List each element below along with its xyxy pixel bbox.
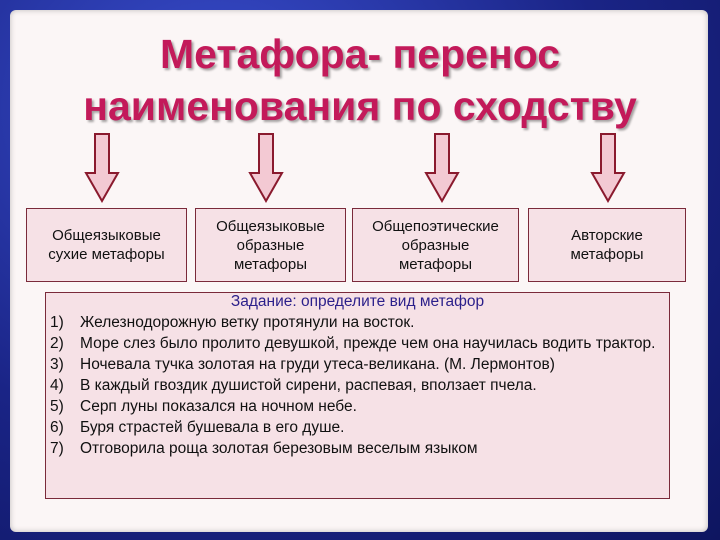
box-poetic-figurative-metaphors bbox=[352, 208, 519, 282]
title-line-2: наименования по сходству bbox=[83, 83, 637, 129]
box-2-line-3: метафоры bbox=[233, 255, 307, 273]
down-arrow-4 bbox=[590, 133, 626, 203]
box-4-line-1: Авторские bbox=[571, 227, 643, 244]
task-item bbox=[50, 396, 659, 417]
task-item bbox=[50, 333, 659, 354]
box-3-line-3: метафоры bbox=[398, 255, 472, 273]
down-arrow-2 bbox=[248, 133, 284, 203]
down-arrow-3 bbox=[424, 133, 460, 203]
task-item-number: 7) bbox=[50, 440, 64, 457]
box-general-figurative-metaphors bbox=[195, 208, 346, 282]
box-2-line-1: Общеязыковые bbox=[216, 217, 325, 235]
box-2-line-2: образные bbox=[236, 236, 305, 254]
task-panel bbox=[45, 292, 670, 499]
task-item-number: 1) bbox=[50, 314, 64, 331]
box-author-metaphors bbox=[528, 208, 686, 282]
task-item-number: 4) bbox=[50, 377, 64, 394]
task-item bbox=[50, 375, 659, 396]
task-list bbox=[50, 312, 659, 459]
down-arrow-1 bbox=[84, 133, 120, 203]
task-heading: Задание: определите вид метафор bbox=[230, 293, 485, 310]
task-item-text: Железнодорожную ветку протянули на восток. bbox=[80, 314, 415, 331]
task-item-text: Серп луны показался на ночном небе. bbox=[80, 398, 357, 415]
task-item-number: 5) bbox=[50, 398, 64, 415]
task-item bbox=[50, 312, 659, 333]
title-line-1: Метафора- перенос bbox=[159, 31, 561, 77]
task-item-text: Отговорила роща золотая березовым веселым языком bbox=[80, 440, 478, 457]
box-3-line-2: образные bbox=[401, 236, 470, 254]
task-item-number: 6) bbox=[50, 419, 64, 436]
task-item-text: В каждый гвоздик душистой сирени, распевая, вползает пчела. bbox=[80, 377, 537, 394]
box-general-dry-metaphors bbox=[26, 208, 187, 282]
box-1-line-1: Общеязыковые bbox=[52, 227, 161, 244]
slide-title bbox=[0, 28, 720, 132]
task-item-number: 3) bbox=[50, 356, 64, 373]
task-item bbox=[50, 438, 659, 459]
box-1-line-2: сухие метафоры bbox=[48, 246, 165, 263]
box-4-line-2: метафоры bbox=[570, 246, 644, 263]
box-3-line-1: Общепоэтические bbox=[372, 217, 499, 235]
task-item-number: 2) bbox=[50, 335, 64, 352]
task-item-text: Ночевала тучка золотая на груди утеса-великана. (М. Лермонтов) bbox=[80, 356, 555, 373]
task-item bbox=[50, 417, 659, 438]
task-item bbox=[50, 354, 659, 375]
task-item-text: Море слез было пролито девушкой, прежде чем она научилась водить трактор. bbox=[80, 335, 656, 352]
task-item-text: Буря страстей бушевала в его душе. bbox=[80, 419, 345, 436]
